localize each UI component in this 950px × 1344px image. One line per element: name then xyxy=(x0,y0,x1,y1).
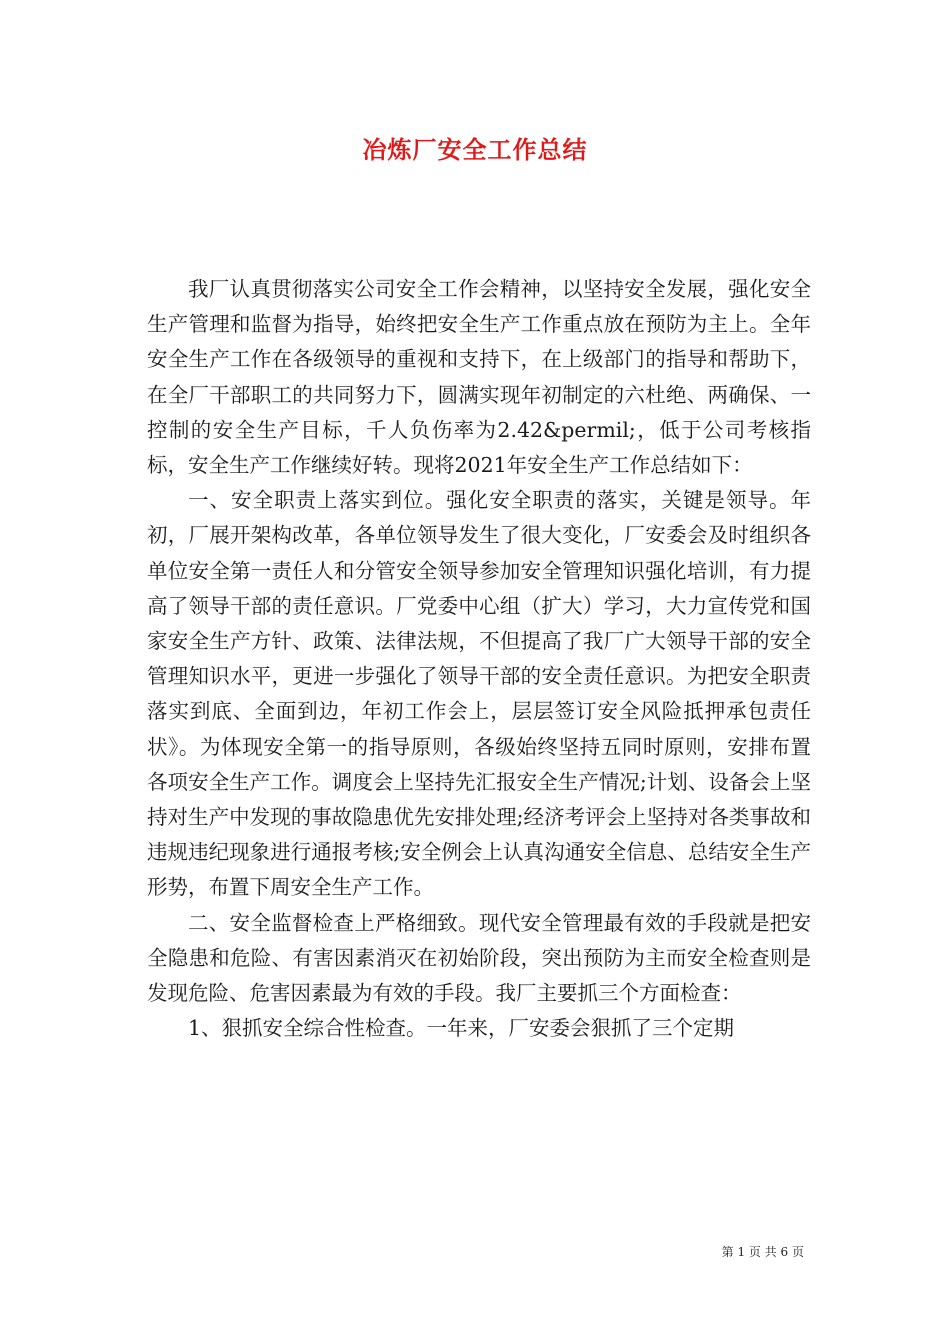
paragraph-section-1: 一、安全职责上落实到位。强化安全职责的落实，关键是领导。年初，厂展开架构改革，各单位领导发生了很大变化，厂安委会及时组织各单位安全第一责任人和分管安全领导参加安全管理知识强化培训，有力提高了领导干部的责任意识。厂党委中心组（扩大）学习，大力宣传党和国家安全生产方针、政策、法律法规，不但提高了我厂广大领导干部的安全管理知识水平，更进一步强化了领导干部的安全责任意识。为把安全职责落实到底、全面到边，年初工作会上，层层签订安全风险抵押承包责任状》。为体现安全第一的指导原则，各级始终坚持五同时原则，安排布置各项安全生产工作。调度会上坚持先汇报安全生产情况;计划、设备会上坚持对生产中发现的事故隐患优先安排处理;经济考评会上坚持对各类事故和违规违纪现象进行通报考核;安全例会上认真沟通安全信息、总结安全生产形势，布置下周安全生产工作。 xyxy=(147,488,811,900)
page-number-footer: 第 1 页 共 6 页 xyxy=(721,1245,804,1259)
paragraph-section-2: 二、安全监督检查上严格细致。现代安全管理最有效的手段就是把安全隐患和危险、有害因素消灭在初始阶段，突出预防为主而安全检查则是发现危险、危害因素最为有效的手段。我厂主要抓三个方面检查： xyxy=(147,910,811,1006)
document-body xyxy=(147,272,811,1046)
paragraph-intro: 我厂认真贯彻落实公司安全工作会精神，以坚持安全发展，强化安全生产管理和监督为指导，始终把安全生产工作重点放在预防为主上。全年安全生产工作在各级领导的重视和支持下，在上级部门的指导和帮助下，在全厂干部职工的共同努力下，圆满实现年初制定的六杜绝、两确保、一控制的安全生产目标，千人负伤率为2.42&permil;，低于公司考核指标，安全生产工作继续好转。现将2021年安全生产工作总结如下： xyxy=(147,277,811,478)
paragraph-subsection-1: 1、狠抓安全综合性检查。一年来，厂安委会狠抓了三个定期 xyxy=(188,1016,735,1041)
document-title: 冶炼厂安全工作总结 xyxy=(362,135,588,164)
